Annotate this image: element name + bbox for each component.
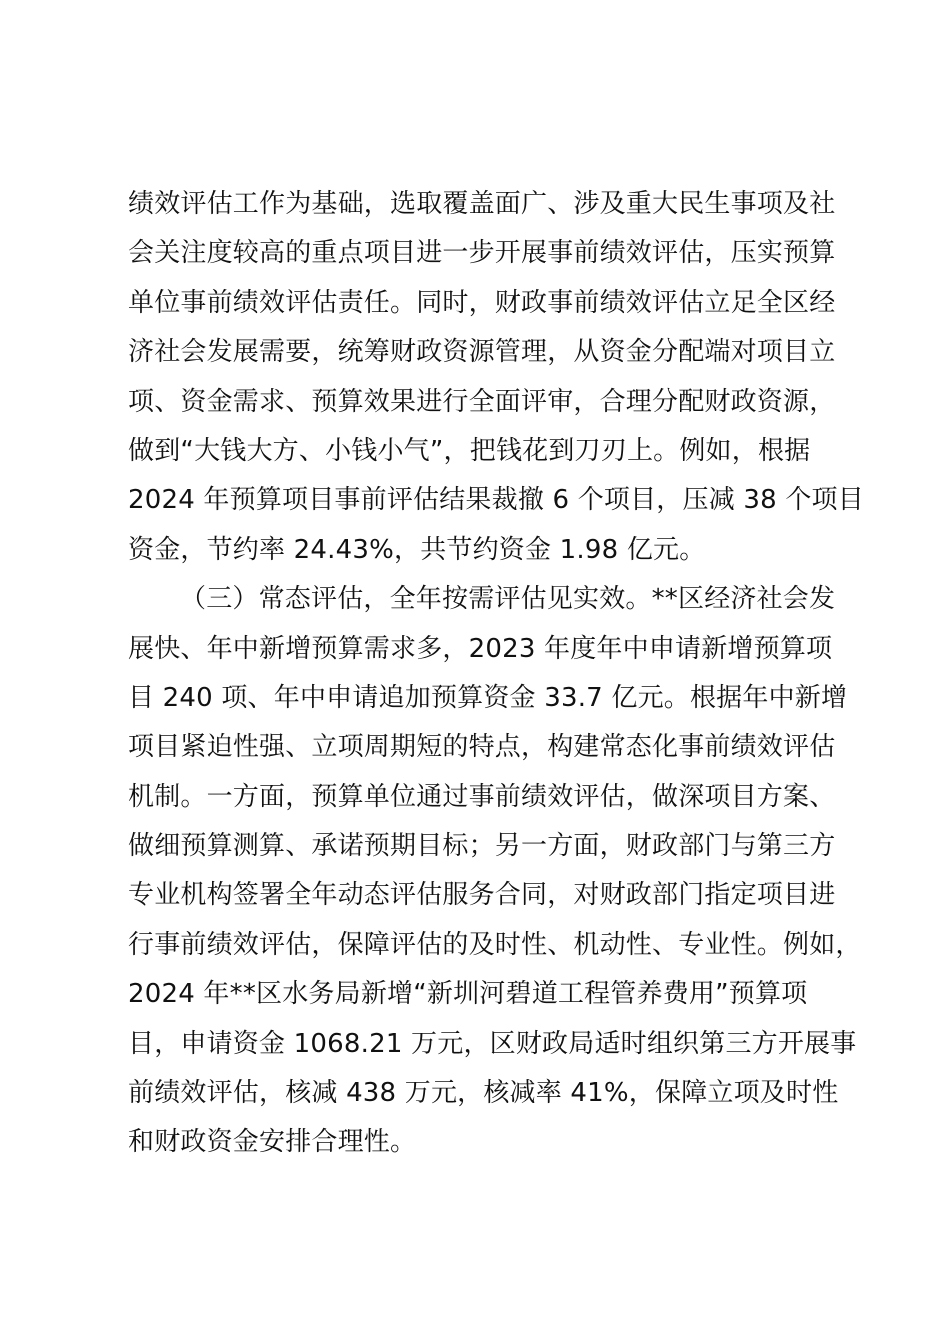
text-line: 行事前绩效评估，保障评估的及时性、机动性、专业性。例如，: [128, 929, 862, 960]
text-line: 专业机构签署全年动态评估服务合同，对财政部门指定项目进: [128, 880, 836, 911]
text-line: 会关注度较高的重点项目进一步开展事前绩效评估，压实预算: [128, 238, 836, 269]
text-line: 2024 年**区水务局新增“新圳河碧道工程管养费用”预算项: [128, 979, 808, 1010]
text-line: 和财政资金安排合理性。: [128, 1127, 417, 1158]
text-line: 项、资金需求、预算效果进行全面评审，合理分配财政资源，: [128, 386, 836, 417]
text-line: 单位事前绩效评估责任。同时，财政事前绩效评估立足全区经: [128, 287, 836, 318]
text-line: 做到“大钱大方、小钱小气”，把钱花到刀刃上。例如，根据: [128, 435, 811, 466]
text-line: 济社会发展需要，统筹财政资源管理，从资金分配端对项目立: [128, 337, 836, 368]
text-line: 目，申请资金 1068.21 万元，区财政局适时组织第三方开展事: [128, 1028, 857, 1059]
section-heading-line: （三）常态评估，全年按需评估见实效。**区经济社会发: [180, 584, 836, 615]
text-line: 资金，节约率 24.43%，共节约资金 1.98 亿元。: [128, 534, 706, 565]
text-line: 项目紧迫性强、立项周期短的特点，构建常态化事前绩效评估: [128, 732, 836, 763]
text-line: 2024 年预算项目事前评估结果裁撤 6 个项目，压减 38 个项目: [128, 485, 864, 516]
text-line: 前绩效评估，核减 438 万元，核减率 41%，保障立项及时性: [128, 1078, 839, 1109]
text-line: 绩效评估工作为基础，选取覆盖面广、涉及重大民生事项及社: [128, 189, 836, 219]
text-line: 做细预算测算、承诺预期目标；另一方面，财政部门与第三方: [128, 831, 836, 862]
text-line: 展快、年中新增预算需求多，2023 年度年中申请新增预算项: [128, 633, 833, 664]
text-line: 目 240 项、年中申请追加预算资金 33.7 亿元。根据年中新增: [128, 682, 848, 713]
text-line: 机制。一方面，预算单位通过事前绩效评估，做深项目方案、: [128, 781, 836, 812]
body-text: [128, 180, 868, 1168]
